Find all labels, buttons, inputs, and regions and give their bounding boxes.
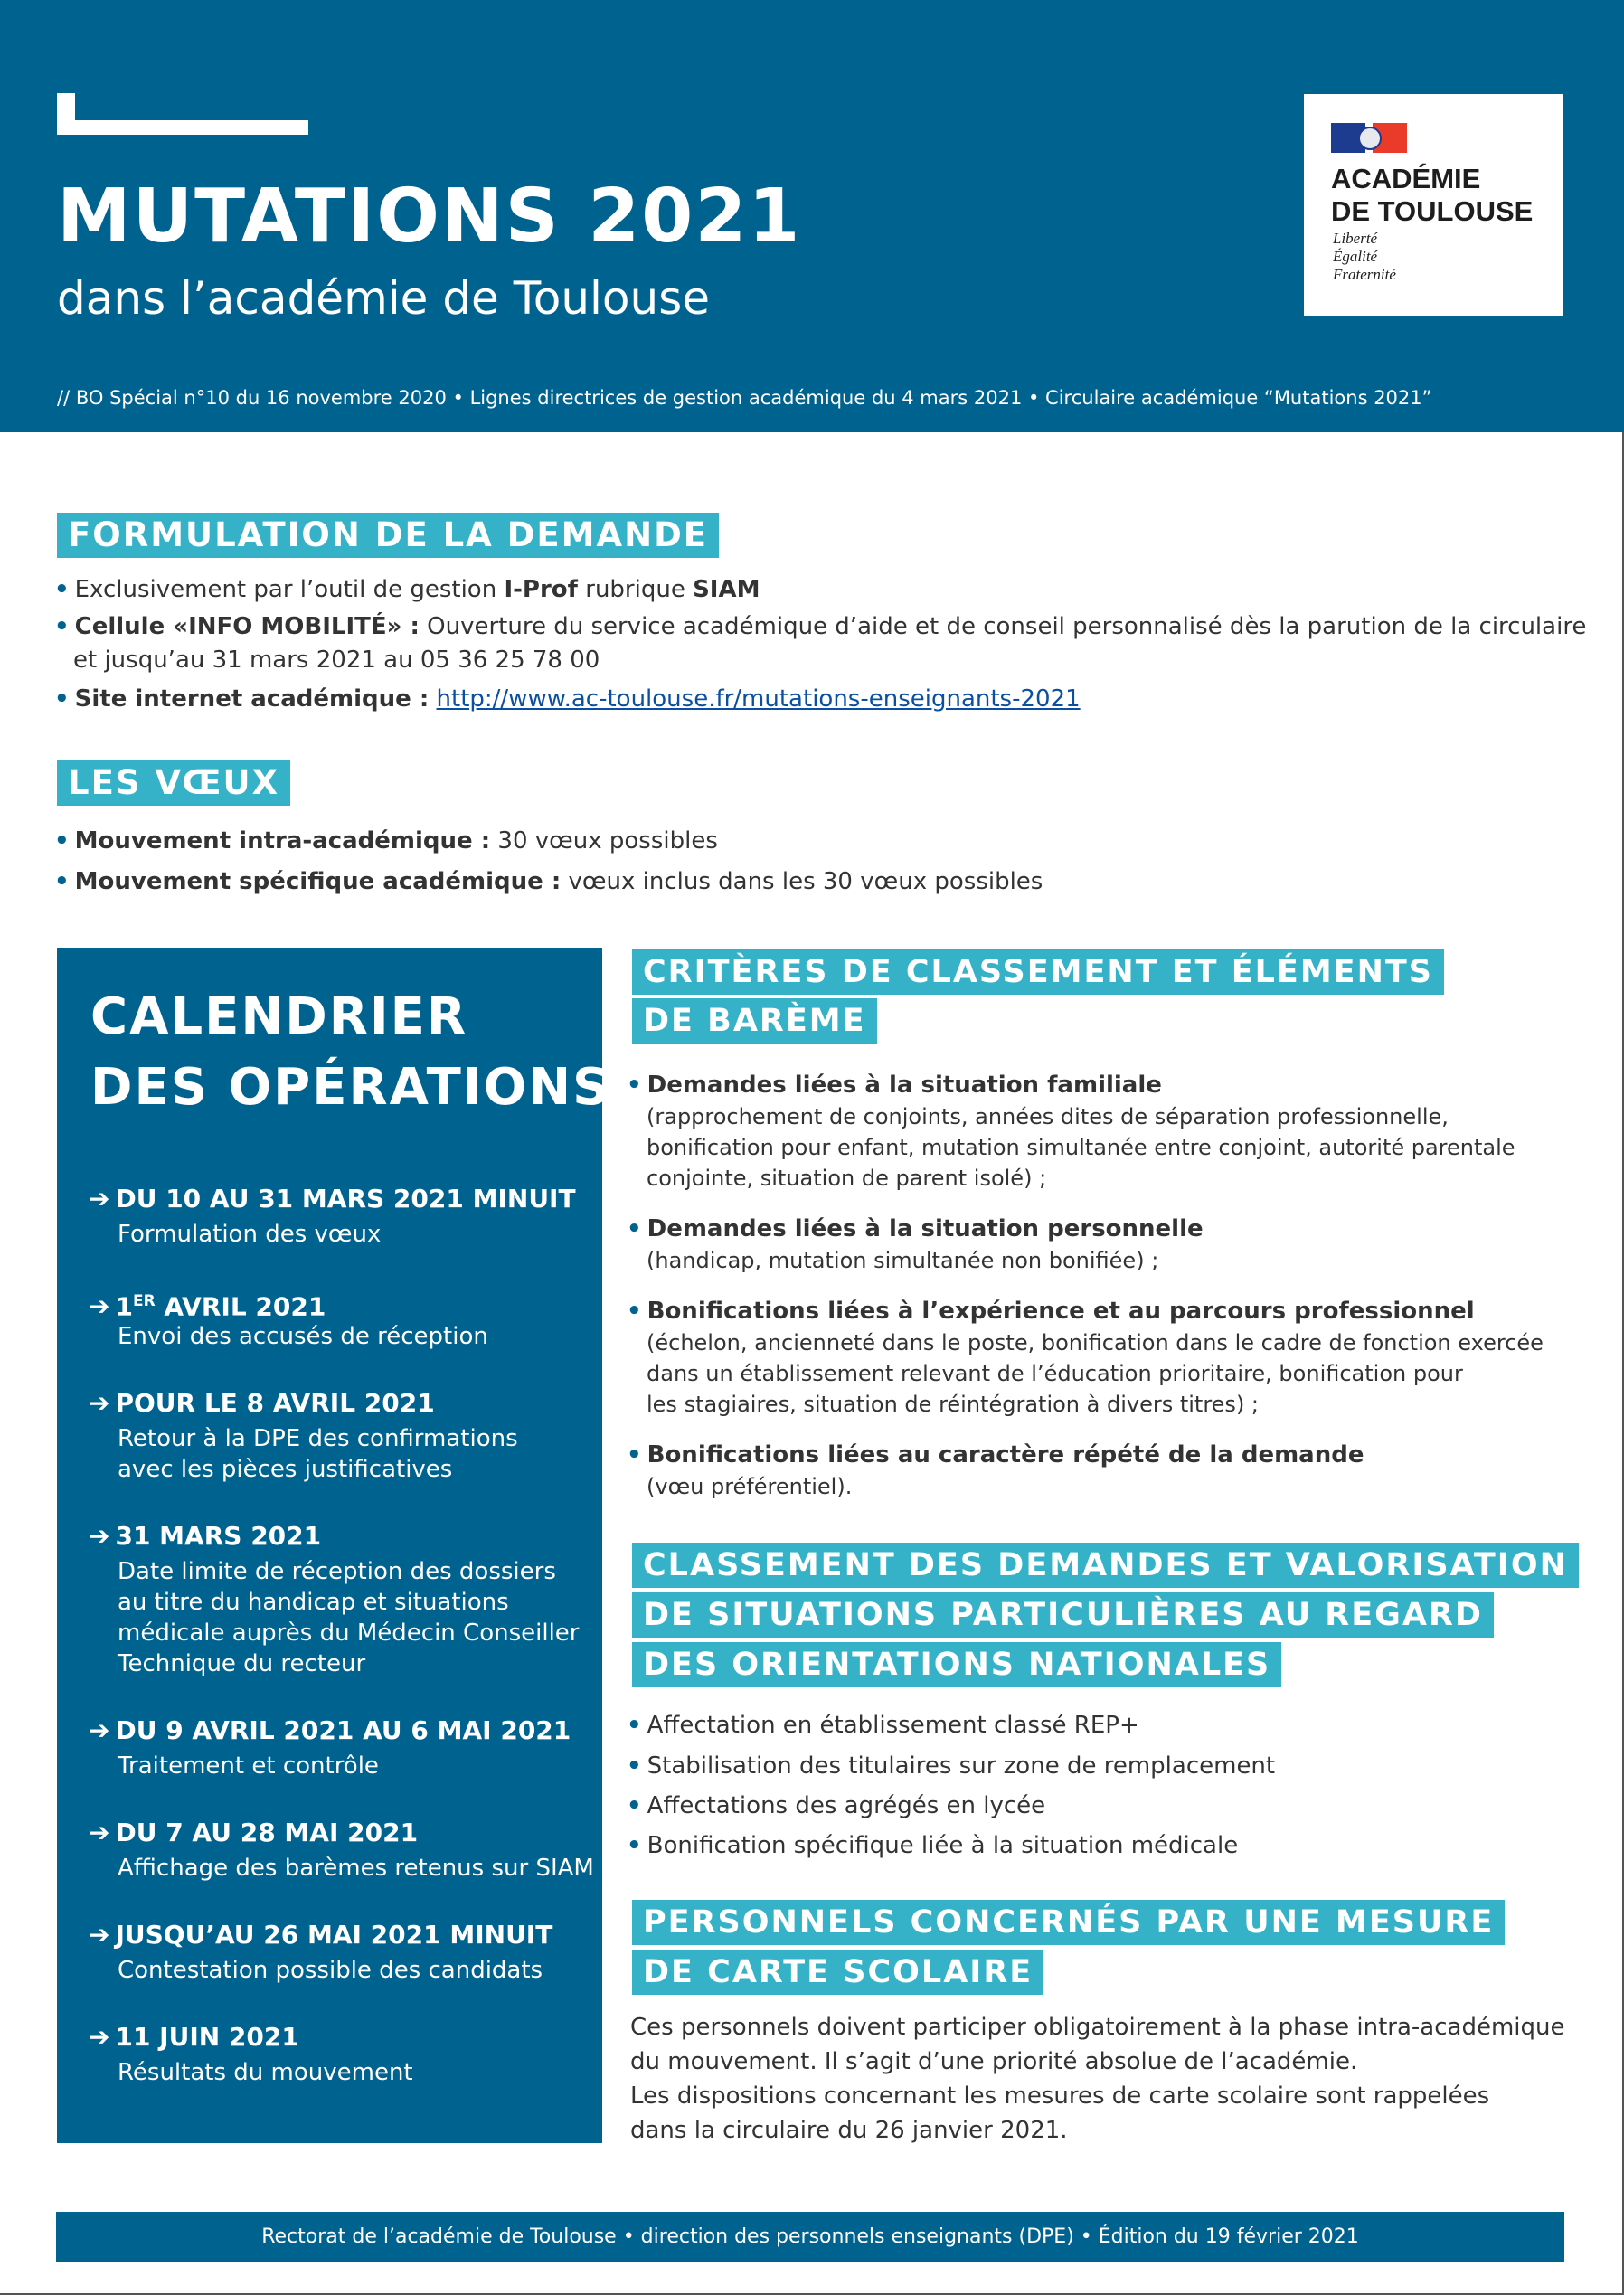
calendar-event-date: ➔ DU 7 AU 28 MAI 2021 — [89, 1818, 419, 1847]
references-line: // BO Spécial n°10 du 16 novembre 2020 • Lignes directrices de gestion académique du 4 mars 2021 • Circulaire académique “Mutations 2021” — [57, 387, 1432, 409]
bullet-icon: • — [54, 576, 70, 603]
arrow-right-icon: ➔ — [89, 1291, 110, 1322]
voeux-item — [54, 866, 1043, 897]
arrow-right-icon: ➔ — [89, 2022, 110, 2052]
carte-paragraph-line: dans la circulaire du 26 janvier 2021. — [630, 2117, 1068, 2144]
arrow-right-icon: ➔ — [89, 1818, 110, 1847]
critere-desc: dans un établissement relevant de l’éducation prioritaire, bonification pour — [647, 1361, 1463, 1386]
voeux-item-label: Mouvement intra-académique : — [74, 827, 491, 855]
motto-liberte: Liberté — [1333, 230, 1378, 247]
calendar-event-desc: Formulation des vœux — [118, 1221, 382, 1248]
section-title-criteres-line2: DE BARÈME — [632, 998, 877, 1044]
calendar-event-date: ➔ DU 10 AU 31 MARS 2021 MINUIT — [89, 1184, 576, 1214]
calendar-event-desc: Date limite de réception des dossiers — [118, 1558, 556, 1585]
logo-name — [1331, 163, 1533, 228]
calendar-event-desc: Résultats du mouvement — [118, 2059, 413, 2086]
siam-label: SIAM — [693, 576, 760, 603]
critere-desc: (handicap, mutation simultanée non bonifiée) ; — [647, 1248, 1159, 1273]
calendar-event-date: ➔ 1ER AVRIL 2021 — [89, 1291, 326, 1322]
site-link[interactable]: http://www.ac-toulouse.fr/mutations-enseignants-2021 — [436, 685, 1081, 713]
arrow-right-icon: ➔ — [89, 1521, 110, 1551]
calendar-event-desc: médicale auprès du Médecin Conseiller — [118, 1620, 580, 1647]
section-title-classement-line1: CLASSEMENT DES DEMANDES ET VALORISATION — [632, 1543, 1579, 1588]
critere-desc: (vœu préférentiel). — [647, 1474, 853, 1499]
bullet-icon: • — [54, 613, 70, 640]
calendar-event-date: ➔ 31 MARS 2021 — [89, 1521, 322, 1551]
info-mobilite-text: Ouverture du service académique d’aide et de conseil personnalisé dès la parution de la circulaire — [419, 613, 1587, 640]
arrow-right-icon: ➔ — [89, 1388, 110, 1418]
formulation-item — [54, 611, 1586, 642]
page-subtitle: dans l’académie de Toulouse — [57, 272, 711, 325]
calendar-event-date: ➔ JUSQU’AU 26 MAI 2021 MINUIT — [89, 1920, 553, 1950]
header-banner — [0, 0, 1624, 432]
critere-desc: les stagiaires, situation de réintégration à divers titres) ; — [647, 1392, 1260, 1417]
carte-paragraph-line: Ces personnels doivent participer obligatoirement à la phase intra-académique — [630, 2014, 1565, 2041]
formulation-item-text: Exclusivement par l’outil de gestion — [74, 576, 505, 603]
classement-item: • Affectation en établissement classé REP+ — [627, 1712, 1139, 1739]
section-title-formulation: FORMULATION DE LA DEMANDE — [57, 513, 719, 558]
logo-motto — [1333, 230, 1396, 284]
calendar-event-date: ➔ DU 9 AVRIL 2021 AU 6 MAI 2021 — [89, 1715, 571, 1745]
calendar-title-line2: DES OPÉRATIONS — [90, 1058, 611, 1117]
logo-name-line1: ACADÉMIE — [1331, 163, 1481, 194]
logo-name-line2: DE TOULOUSE — [1331, 195, 1534, 227]
critere-desc: (échelon, ancienneté dans le poste, bonification dans le cadre de fonction exercée — [647, 1330, 1544, 1355]
calendar-event-desc: Envoi des accusés de réception — [118, 1323, 488, 1350]
classement-item: • Affectations des agrégés en lycée — [627, 1792, 1046, 1819]
calendar-event-desc: Traitement et contrôle — [118, 1752, 379, 1780]
corner-mark-horizontal — [57, 120, 308, 135]
calendar-event-desc: avec les pièces justificatives — [118, 1456, 453, 1483]
marianne-profile-icon — [1358, 127, 1382, 150]
header-corner-mark — [57, 93, 308, 135]
bullet-icon: • — [627, 1752, 642, 1780]
calendar-event-date: ➔ 11 JUIN 2021 — [89, 2022, 299, 2052]
motto-egalite: Égalité — [1333, 248, 1378, 265]
voeux-item — [54, 826, 718, 856]
section-title-voeux: LES VŒUX — [57, 760, 290, 806]
arrow-right-icon: ➔ — [89, 1920, 110, 1950]
bullet-icon: • — [627, 1072, 642, 1099]
section-title-classement-line3: DES ORIENTATIONS NATIONALES — [632, 1642, 1281, 1687]
formulation-item-middle: rubrique — [577, 576, 694, 603]
calendar-event-desc: au titre du handicap et situations — [118, 1589, 509, 1616]
voeux-item-text: 30 vœux possibles — [490, 827, 718, 855]
page-title: MUTATIONS 2021 — [57, 174, 802, 260]
formulation-item — [54, 574, 760, 605]
footer-bar: Rectorat de l’académie de Toulouse • direction des personnels enseignants (DPE) • Édition du 19 février 2021 — [56, 2212, 1564, 2262]
academy-logo — [1304, 94, 1563, 316]
bullet-icon: • — [54, 827, 70, 855]
marianne-flag-icon — [1331, 123, 1407, 153]
bullet-icon: • — [627, 1712, 642, 1739]
bullet-icon: • — [627, 1792, 642, 1819]
classement-item: • Bonification spécifique liée à la situation médicale — [627, 1832, 1239, 1859]
calendar-event-date: ➔ POUR LE 8 AVRIL 2021 — [89, 1388, 435, 1418]
section-title-carte-line2: DE CARTE SCOLAIRE — [632, 1950, 1043, 1995]
info-mobilite-label: Cellule «INFO MOBILITÉ» : — [74, 613, 420, 640]
critere-item: • Demandes liées à la situation familiale — [627, 1072, 1162, 1099]
calendar-event-desc: Contestation possible des candidats — [118, 1957, 543, 1984]
bullet-icon: • — [54, 685, 70, 713]
section-title-carte-line1: PERSONNELS CONCERNÉS PAR UNE MESURE — [632, 1900, 1505, 1945]
calendar-event-desc: Affichage des barèmes retenus sur SIAM — [118, 1855, 594, 1882]
voeux-item-text: vœux inclus dans les 30 vœux possibles — [561, 868, 1043, 895]
arrow-right-icon: ➔ — [89, 1184, 110, 1214]
critere-desc: (rapprochement de conjoints, années dites de séparation professionnelle, — [647, 1104, 1449, 1129]
bullet-icon: • — [627, 1441, 642, 1469]
arrow-right-icon: ➔ — [89, 1715, 110, 1745]
motto-fraternite: Fraternité — [1333, 266, 1396, 283]
iprof-label: I-Prof — [504, 576, 578, 603]
carte-paragraph-line: Les dispositions concernant les mesures de carte scolaire sont rappelées — [630, 2082, 1490, 2110]
calendar-title-line1: CALENDRIER — [90, 987, 468, 1046]
critere-item: • Demandes liées à la situation personnelle — [627, 1215, 1204, 1242]
classement-item: • Stabilisation des titulaires sur zone de remplacement — [627, 1752, 1276, 1780]
critere-desc: conjointe, situation de parent isolé) ; — [647, 1166, 1047, 1191]
bullet-icon: • — [627, 1832, 642, 1859]
critere-item: • Bonifications liées au caractère répété de la demande — [627, 1441, 1364, 1469]
site-label: Site internet académique : — [74, 685, 430, 713]
info-mobilite-text-continued: et jusqu’au 31 mars 2021 au 05 36 25 78 00 — [73, 647, 600, 674]
bullet-icon: • — [627, 1215, 642, 1242]
section-title-classement-line2: DE SITUATIONS PARTICULIÈRES AU REGARD — [632, 1592, 1494, 1638]
critere-item: • Bonifications liées à l’expérience et au parcours professionnel — [627, 1298, 1475, 1325]
formulation-item — [54, 684, 1081, 714]
voeux-item-label: Mouvement spécifique académique : — [74, 868, 562, 895]
calendar-event-desc: Technique du recteur — [118, 1650, 366, 1677]
bullet-icon: • — [54, 868, 70, 895]
critere-desc: bonification pour enfant, mutation simultanée entre conjoint, autorité parentale — [647, 1135, 1515, 1160]
calendar-event-desc: Retour à la DPE des confirmations — [118, 1425, 518, 1452]
section-title-criteres-line1: CRITÈRES DE CLASSEMENT ET ÉLÉMENTS — [632, 949, 1444, 995]
carte-paragraph-line: du mouvement. Il s’agit d’une priorité absolue de l’académie. — [630, 2048, 1358, 2075]
bullet-icon: • — [627, 1298, 642, 1325]
